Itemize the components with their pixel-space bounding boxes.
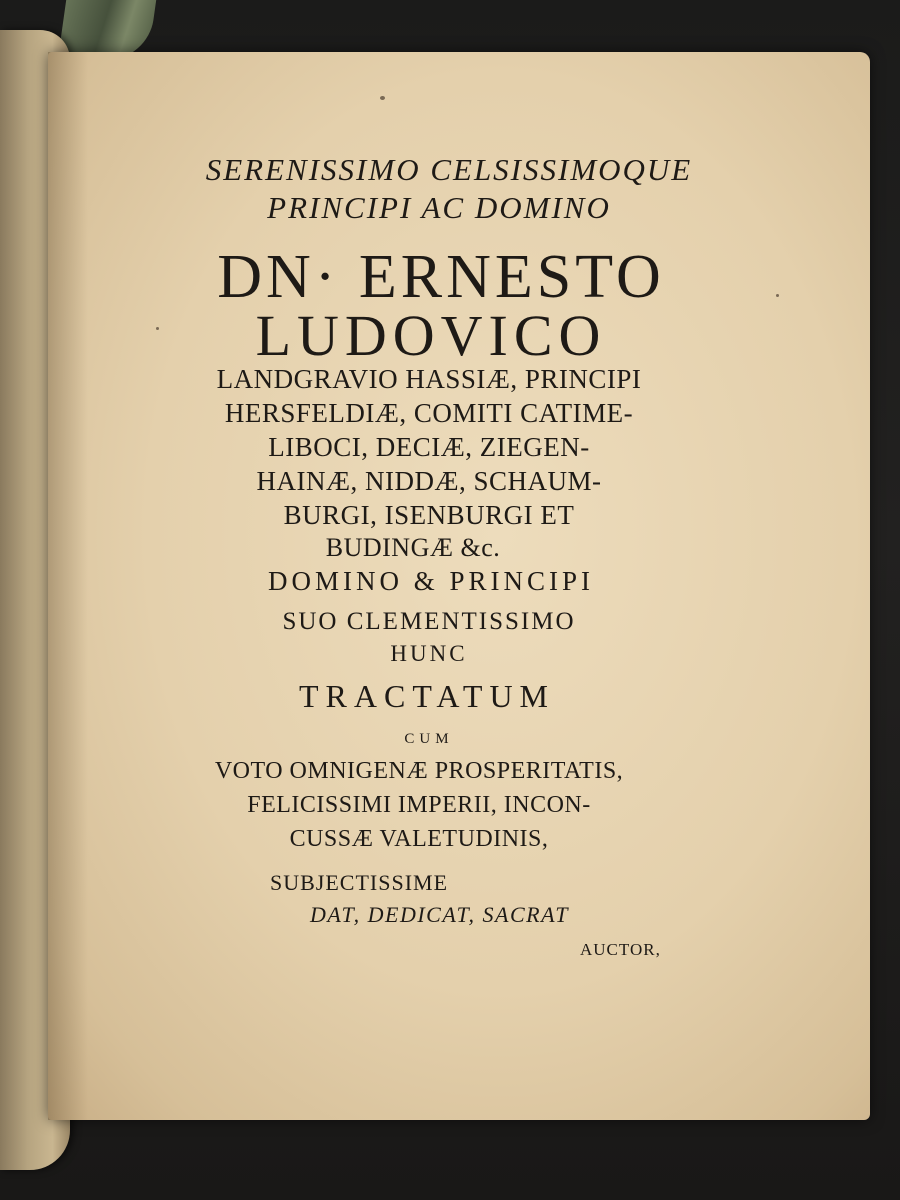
dedication-line-dat: DAT, DEDICAT, SACRAT [310, 902, 569, 927]
dedication-text [48, 52, 870, 1120]
dedication-signature-auctor: AUCTOR, [580, 940, 661, 959]
dedication-line-hunc: HUNC [390, 641, 468, 666]
dedication-line-suo: SUO CLEMENTISSIMO [282, 608, 576, 635]
dedication-name-ernesto: DN· ERNESTO [217, 243, 665, 311]
dedication-line-subjectissime: SUBJECTISSIME [270, 870, 449, 895]
title-line: BUDINGÆ &c. [325, 533, 501, 562]
title-line: BURGI, ISENBURGI ET [283, 500, 575, 530]
dedication-line-cum: CUM [404, 731, 454, 747]
dedication-line-cussae: CUSSÆ VALETUDINIS, [289, 826, 549, 852]
dedication-line-serenissimo: SERENISSIMO CELSISSIMOQUE [205, 152, 693, 187]
dedication-line-felicissimi: FELICISSIMI IMPERII, INCON- [247, 792, 591, 818]
dedication-line-principi: PRINCIPI AC DOMINO [267, 190, 611, 225]
title-line: LANDGRAVIO HASSIÆ, PRINCIPI [216, 364, 642, 394]
title-line: LIBOCI, DECIÆ, ZIEGEN- [268, 432, 590, 462]
dedication-line-voto: VOTO OMNIGENÆ PROSPERITATIS, [214, 758, 624, 784]
dedication-line-tractatum: TRACTATUM [299, 678, 555, 714]
title-line: HAINÆ, NIDDÆ, SCHAUM- [256, 466, 602, 496]
dedication-line-domino: DOMINO & PRINCIPI [267, 566, 595, 596]
dedication-name-ludovico: LUDOVICO [255, 303, 607, 368]
title-line: HERSFELDIÆ, COMITI CATIME- [224, 398, 634, 428]
